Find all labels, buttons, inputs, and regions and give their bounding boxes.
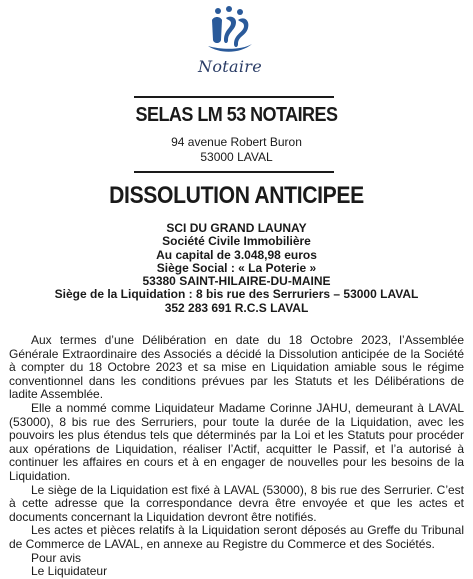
notice-body <box>9 334 464 579</box>
paragraph-seat: Le siège de la Liquidation est fixé à LAVAL (53000), 8 bis rue des Serrurier. C’est à cette adresse que la correspondance devra être envoyée et que les actes et documents concernant la Liquidation devront être notifiés. <box>9 482 464 524</box>
paragraph-filing: Les actes et pièces relatifs à la Liquidation seront déposés au Greffe du Tribunal de Commerce de LAVAL, en annexe au Registre du Commerce et des Sociétés. <box>9 523 464 551</box>
company-name: SCI DU GRAND LAUNAY <box>166 221 307 235</box>
company-seat-city: 53380 SAINT-HILAIRE-DU-MAINE <box>142 274 331 289</box>
notice-headline: DISSOLUTION ANTICIPEE <box>109 182 364 209</box>
signatory: Le Liquidateur <box>31 564 108 579</box>
company-form: Société Civile Immobilière <box>162 234 311 249</box>
paragraph-deliberation: Aux termes d’une Délibération en date du 18 Octobre 2023, l’Assemblée Générale Extraordinaire des Associés a décidé la Dissolution anticipée de la Société à compter du 18 Octobre 2023 et sa mise en Liquidation amiable sous le régime conventionnel dans les conditions prévues par les Statuts et les Délibérations de ladite Assemblée. <box>9 333 464 402</box>
company-seat: Siège Social : « La Poterie » <box>156 260 317 275</box>
notaire-logo <box>190 6 270 84</box>
notaire-emblem-icon <box>204 6 256 56</box>
paragraph-liquidator: Elle a nommé comme Liquidateur Madame Corinne JAHU, demeurant à LAVAL (53000), 8 bis rue des Serruriers, pour toute la durée de la Liquidation, avec les pouvoirs les plus étendus tels que déterminés par la Loi et les Statuts pour procéder aux opérations de Liquidation, réaliser l’Actif, acquitter le Passif, et l’a autorisé à continuer les affaires en cours et à en engager de nouvelles pour les besoins de la Liquidation. <box>9 400 464 483</box>
firm-address-city: 53000 LAVAL <box>200 150 273 164</box>
liquidation-seat: Siège de la Liquidation : 8 bis rue des Serruriers – 53000 LAVAL <box>54 287 419 302</box>
middle-divider <box>134 171 334 173</box>
firm-name: SELAS LM 53 NOTAIRES <box>135 104 338 126</box>
company-details <box>0 222 473 315</box>
company-registration: 352 283 691 R.C.S LAVAL <box>164 300 309 315</box>
company-capital: Au capital de 3.048,98 euros <box>156 247 317 262</box>
top-divider <box>134 96 334 98</box>
firm-address-street: 94 avenue Robert Buron <box>171 135 302 149</box>
logo-wordmark: Notaire <box>198 57 262 76</box>
sign-off: Pour avis <box>31 550 82 565</box>
